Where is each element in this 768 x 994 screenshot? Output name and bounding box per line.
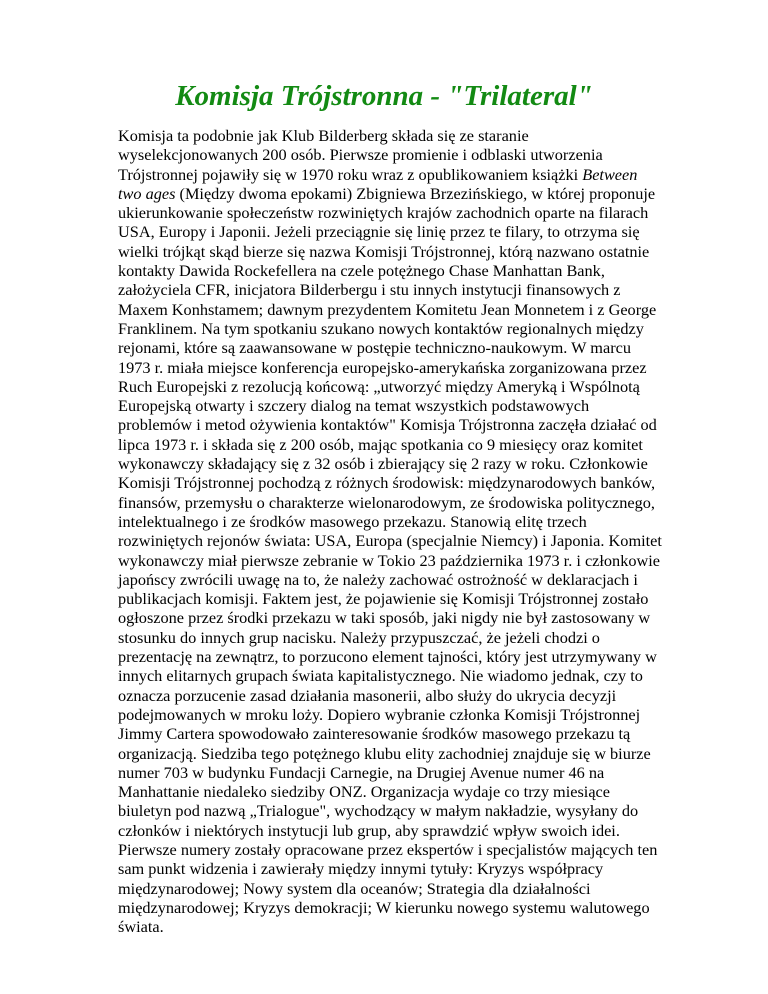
line-text: Manhattanie niedaleko siedziby ONZ. Organizacja wydaje co trzy miesiące [118,782,611,802]
italic-book-title: Between [582,164,638,184]
line-text: USA, Europy i Japonii. Jeżeli przeciągnie się linię przez te filary, to otrzyma się [118,222,640,242]
line-text: sam punkt widzenia i zawierały między innymi tytuły: Kryzys współpracy [118,859,604,879]
text-line [118,454,670,473]
line-text: prezentację na zewnątrz, to porzucono element tajności, który jest utrzymywany w [118,647,657,667]
text-line [118,821,670,840]
text-line [118,744,670,763]
line-text: Europejską otwarty i szczery dialog na temat wszystkich podstawowych [118,396,590,416]
line-text: wykonawczy miał pierwsze zebranie w Tokio 23 października 1973 r. i członkowie [118,550,660,570]
text-line [118,705,670,724]
text-line [118,531,670,550]
line-text: członków i niektórych instytucji lub grup, aby sprawdzić wpływ swoich idei. [118,820,620,840]
text-line [118,801,670,820]
line-text: publikacjach komisji. Faktem jest, że pojawienie się Komisji Trójstronnej zostało [118,589,649,609]
line-text: lipca 1973 r. i składa się z 200 osób, mając spotkania co 9 miesięcy oraz komitet [118,434,643,454]
line-text: rozwiniętych rejonów świata: USA, Europa (specjalnie Niemcy) i Japonia. Komitet [118,531,662,551]
text-line [118,300,670,319]
line-text: Franklinem. Na tym spotkaniu szukano nowych kontaktów regionalnych między [118,318,644,338]
text-line [118,493,670,512]
text-line [118,763,670,782]
text-line [118,377,670,396]
line-text: biuletyn pod nazwą „Trialogue", wychodzący w małym nakładzie, wysyłany do [118,801,639,821]
line-text: japońscy zwrócili uwagę na to, że należy zachować ostrożność w deklaracjach i [118,569,638,589]
text-line [118,628,670,647]
text-line [118,358,670,377]
line-text: międzynarodowej; Kryzys demokracji; W kierunku nowego systemu walutowego [118,897,650,917]
text-line [118,415,670,434]
text-line [118,686,670,705]
line-text: problemów i metod ożywienia kontaktów" Komisja Trójstronna zaczęła działać od [118,415,657,435]
text-line [118,917,670,936]
line-text: Pierwsze numery zostały opracowane przez ekspertów i specjalistów mających ten [118,839,658,859]
line-text: założyciela CFR, inicjatora Bilderbergu i stu innych instytucji finansowych z [118,280,621,300]
text-line [118,570,670,589]
text-line [118,184,670,203]
text-line [118,338,670,357]
text-line [118,898,670,917]
text-line [118,782,670,801]
text-line [118,222,670,241]
text-line [118,396,670,415]
line-text: międzynarodowej; Nowy system dla oceanów; Strategia dla działalności [118,878,591,898]
text-line [118,840,670,859]
text-line [118,242,670,261]
text-line [118,280,670,299]
line-text: numer 703 w budynku Fundacji Carnegie, na Drugiej Avenue numer 46 na [118,762,605,782]
line-text: finansów, przemysłu o charakterze wielonarodowym, ze środowiska politycznego, [118,492,655,512]
line-text: wykonawczy składający się z 32 osób i zbierający się 2 razy w roku. Członkowie [118,454,648,474]
text-line [118,473,670,492]
line-text: Jimmy Cartera spowodowało zainteresowanie środków masowego przekazu tą [118,724,631,744]
page-title: Komisja Trójstronna - "Trilateral" [175,80,593,112]
text-line [118,666,670,685]
line-text: Maxem Konhstamem; dawnym prezydentem Komitetu Jean Monnetem i z George [118,299,657,319]
text-line [118,608,670,627]
line-text: ogłoszone przez środki przekazu w taki sposób, jaki nigdy nie był zastosowany w [118,608,651,628]
line-text: podejmowanych w mroku loży. Dopiero wybranie członka Komisji Trójstronnej [118,704,641,724]
text-line [118,589,670,608]
line-text: 1973 r. miała miejsce konferencja europejsko-amerykańska zorganizowana przez [118,357,647,377]
text-line [118,551,670,570]
line-text: Komisja ta podobnie jak Klub Bilderberg składa się ze staranie [118,126,529,145]
line-text: Komisji Trójstronnej pochodzą z różnych środowisk: międzynarodowych banków, [118,473,656,493]
line-text: (Między dwoma epokami) Zbigniewa Brzezińskiego, w której proponuje [175,183,656,203]
text-line [118,512,670,531]
line-text: kontakty Dawida Rockefellera na czele potężnego Chase Manhattan Bank, [118,261,605,281]
text-line [118,165,670,184]
line-text: rejonami, które są zaawansowane w postępie techniczno-naukowym. W marcu [118,338,631,358]
text-line [118,203,670,222]
text-line [118,435,670,454]
text-line [118,647,670,666]
article-body [118,126,670,936]
italic-book-title: two ages [118,183,176,203]
line-text: innych elitarnych grupach świata kapitalistycznego. Nie wiadomo jednak, czy to [118,666,643,686]
line-text: świata. [118,917,164,937]
text-line [118,879,670,898]
text-line [118,145,670,164]
line-text: oznacza porzucenie zasad działania masonerii, albo służy do ukrycia decyzji [118,685,617,705]
line-text: wielki trójkąt skąd bierze się nazwa Komisji Trójstronnej, którą nazwano ostatnie [118,241,650,261]
text-line [118,261,670,280]
text-line [118,859,670,878]
text-line [118,319,670,338]
line-text: intelektualnego i ze środków masowego przekazu. Stanowią elitę trzech [118,511,587,531]
line-text: stosunku do innych grup nacisku. Należy przypuszczać, że jeżeli chodzi o [118,627,600,647]
line-text: wyselekcjonowanych 200 osób. Pierwsze promienie i odblaski utworzenia [118,145,603,165]
text-line [118,724,670,743]
line-text: Trójstronnej pojawiły się w 1970 roku wraz z opublikowaniem książki [118,164,583,184]
line-text: Ruch Europejski z rezolucją końcową: „utworzyć między Ameryką i Wspólnotą [118,376,640,396]
text-line [118,126,670,145]
line-text: ukierunkowanie społeczeństw rozwiniętych krajów zachodnich oparte na filarach [118,203,649,223]
line-text: organizacją. Siedziba tego potężnego klubu elity zachodniej znajduje się w biurze [118,743,651,763]
